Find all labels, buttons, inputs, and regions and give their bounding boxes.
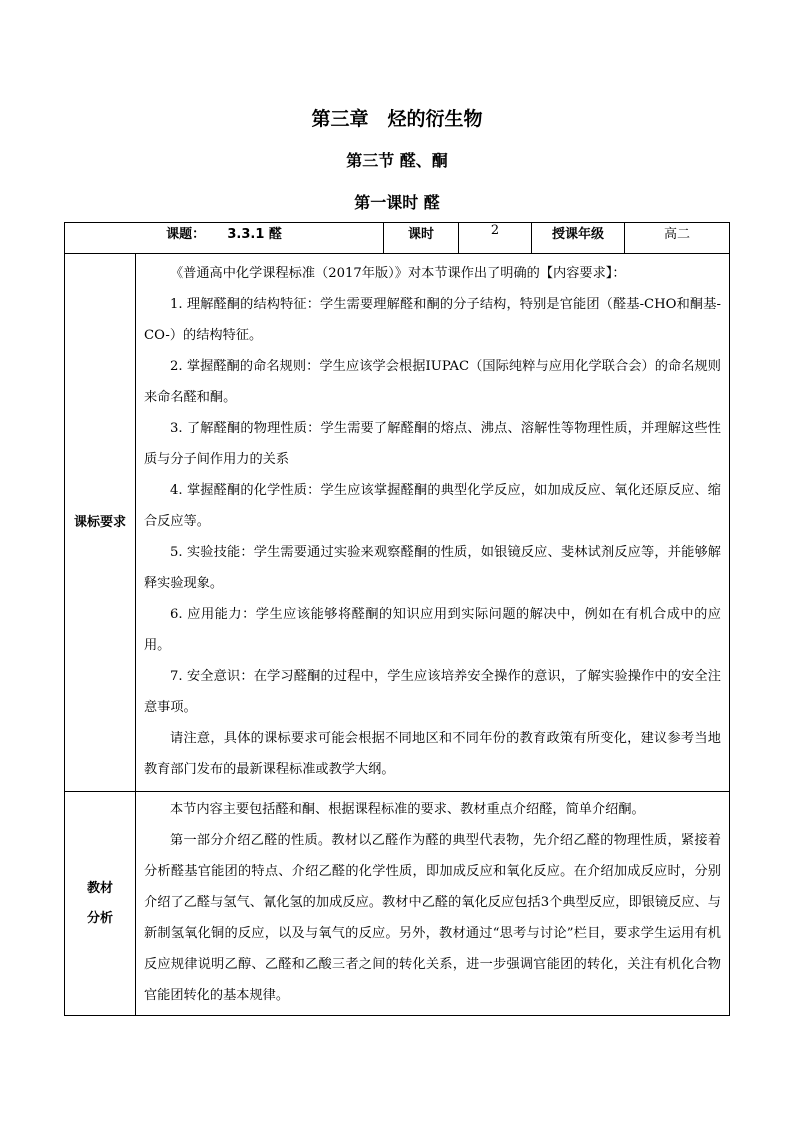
standards-item-1: 1. 理解醛酮的结构特征：学生需要理解醛和酮的分子结构，特别是官能团（醛基-CHO和酮基-CO-）的结构特征。 [144,297,721,343]
standards-item-7: 7. 安全意识：在学习醛酮的过程中，学生应该培养安全操作的意识，了解实验操作中的安全注意事项。 [144,669,721,715]
header-row [65,223,730,254]
chapter-title: 第三章 烃的衍生物 [311,108,483,130]
standards-row [65,254,730,792]
topic-label: 课题： [166,227,206,242]
analysis-label-line2: 分析 [86,910,113,926]
analysis-paragraph-2: 第一部分介绍乙醛的性质。教材以乙醛作为醛的典型代表物，先介绍乙醛的物理性质，紧接着分析醛基官能团的特点、介绍乙醛的化学性质，即加成反应和氧化反应。在介绍加成反应时，分别介绍了乙醛与氢气、氰化氢的加成反应。教材中乙醛的氧化反应包括3个典型反应，即银镜反应、与新制氢氧化铜的反应，以及与氧气的反应。另外，教材通过“思考与讨论”栏目，要求学生运用有机反应规律说明乙醇、乙醛和乙酸三者之间的转化关系，进一步强调官能团的转化，关注有机化合物官能团转化的基本规律。 [144,833,721,1003]
analysis-row [65,792,730,1016]
hours-label: 课时 [384,223,459,254]
standards-note: 请注意，具体的课标要求可能会根据不同地区和不同年份的教育政策有所变化，建议参考当地教育部门发布的最新课程标准或教学大纲。 [144,731,721,777]
analysis-paragraph-1: 本节内容主要包括醛和酮、根据课程标准的要求、教材重点介绍醛，简单介绍酮。 [170,802,645,817]
standards-item-3: 3. 了解醛酮的物理性质：学生需要了解醛酮的熔点、沸点、溶解性等物理性质，并理解这些性质与分子间作用力的关系 [144,421,721,467]
analysis-label [65,792,136,1016]
standards-intro: 《普通高中化学课程标准（2017年版）》对本节课作出了明确的【内容要求】： [170,266,626,281]
lesson-title: 第一课时 醛 [354,193,440,212]
section-title: 第三节 醛、酮 [346,151,448,170]
grade-value: 高二 [625,223,730,254]
standards-label: 课标要求 [65,254,136,792]
standards-item-5: 5. 实验技能：学生需要通过实验来观察醛酮的性质，如银镜反应、斐林试剂反应等，并能够解释实验现象。 [144,545,721,591]
standards-content [136,254,730,792]
topic-cell [65,223,384,254]
standards-item-2: 2. 掌握醛酮的命名规则：学生应该学会根据IUPAC（国际纯粹与应用化学联合会）的命名规则来命名醛和酮。 [144,359,721,405]
hours-value: 2 [459,223,532,254]
topic-value: 3.3.1 醛 [227,227,282,242]
analysis-content [136,792,730,1016]
standards-item-6: 6. 应用能力：学生应该能够将醛酮的知识应用到实际问题的解决中，例如在有机合成中的应用。 [144,607,721,653]
grade-label: 授课年级 [532,223,625,254]
lesson-plan-table [64,222,730,1016]
standards-item-4: 4. 掌握醛酮的化学性质：学生应该掌握醛酮的典型化学反应，如加成反应、氧化还原反应、缩合反应等。 [144,483,721,529]
analysis-label-line1: 教材 [86,880,113,896]
